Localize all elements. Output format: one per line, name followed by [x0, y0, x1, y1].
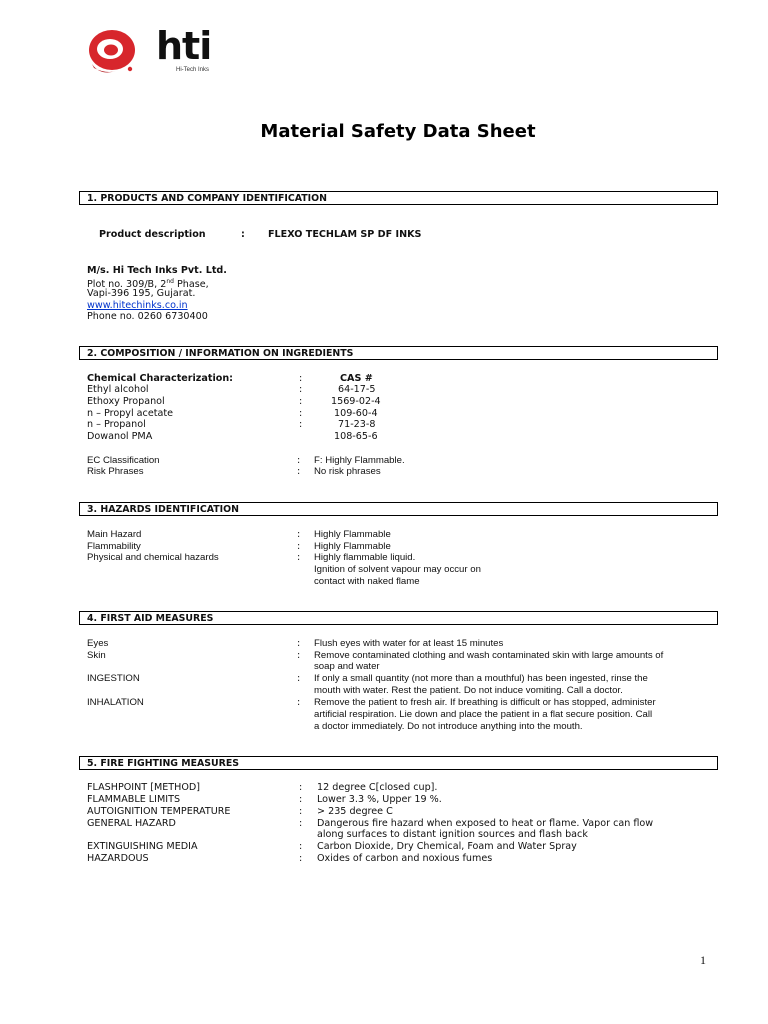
section-4-heading: 4. FIRST AID MEASURES — [79, 611, 718, 625]
website-link[interactable]: www.hitechinks.co.in — [87, 300, 188, 311]
colon: : — [299, 853, 303, 864]
ingredient-cas: 71-23-8 — [338, 419, 376, 430]
colon: : — [299, 384, 303, 395]
colon: : — [297, 541, 301, 552]
ec-classification-value: F: Highly Flammable. — [314, 455, 405, 466]
ingredient-cas: 1569-02-4 — [331, 396, 381, 407]
fire-value: Carbon Dioxide, Dry Chemical, Foam and Water Spray — [317, 841, 577, 852]
phone-number: Phone no. 0260 6730400 — [87, 311, 208, 322]
physical-hazards-value: contact with naked flame — [314, 576, 420, 587]
risk-phrases-label: Risk Phrases — [87, 466, 144, 477]
fire-label: FLASHPOINT [METHOD] — [87, 782, 201, 793]
fire-value: 12 degree C[closed cup]. — [317, 782, 438, 793]
address-line-2: Vapi-396 195, Gujarat. — [87, 288, 196, 299]
ingestion-value: mouth with water. Rest the patient. Do not induce vomiting. Call a doctor. — [314, 685, 623, 696]
physical-hazards-label: Physical and chemical hazards — [87, 552, 219, 563]
section-2-heading: 2. COMPOSITION / INFORMATION ON INGREDIENTS — [79, 346, 718, 360]
colon: : — [297, 552, 301, 563]
logo-wordmark: hti — [156, 24, 212, 68]
colon: : — [299, 373, 303, 384]
fire-value: along surfaces to distant ignition sources and flash back — [317, 829, 588, 840]
physical-hazards-value: Ignition of solvent vapour may occur on — [314, 564, 481, 575]
colon: : — [299, 818, 303, 829]
fire-value: Lower 3.3 %, Upper 19 %. — [317, 794, 442, 805]
ingredient-cas: 64-17-5 — [338, 384, 376, 395]
fire-label: AUTOIGNITION TEMPERATURE — [87, 806, 231, 817]
fire-value: Oxides of carbon and noxious fumes — [317, 853, 493, 864]
main-hazard-value: Highly Flammable — [314, 529, 391, 540]
fire-label: EXTINGUISHING MEDIA — [87, 841, 198, 852]
risk-phrases-value: No risk phrases — [314, 466, 381, 477]
section-3-heading: 3. HAZARDS IDENTIFICATION — [79, 502, 718, 516]
ingredient-name: n – Propyl acetate — [87, 408, 174, 419]
colon: : — [297, 673, 301, 684]
colon: : — [297, 638, 301, 649]
product-description-label: Product description — [99, 229, 206, 240]
ingestion-label: INGESTION — [87, 673, 140, 684]
skin-label: Skin — [87, 650, 106, 661]
colon: : — [297, 529, 301, 540]
skin-value: Remove contaminated clothing and wash contaminated skin with large amounts of — [314, 650, 664, 661]
colon: : — [299, 419, 303, 430]
colon: : — [297, 650, 301, 661]
ingredient-name: n – Propanol — [87, 419, 146, 430]
colon: : — [299, 806, 303, 817]
chemical-characterization-label: Chemical Characterization: — [87, 373, 233, 384]
skin-value: soap and water — [314, 661, 380, 672]
ingredient-name: Ethoxy Propanol — [87, 396, 165, 407]
colon: : — [299, 794, 303, 805]
eyes-label: Eyes — [87, 638, 109, 649]
product-colon: : — [241, 229, 245, 240]
inhalation-value: a doctor immediately. Do not introduce anything into the mouth. — [314, 721, 583, 732]
ingestion-value: If only a small quantity (not more than a mouthful) has been ingested, rinse the — [314, 673, 648, 684]
fire-label: GENERAL HAZARD — [87, 818, 176, 829]
colon: : — [299, 408, 303, 419]
fire-value: > 235 degree C — [317, 806, 393, 817]
colon: : — [297, 697, 301, 708]
colon: : — [297, 455, 301, 466]
ingredient-cas: 109-60-4 — [334, 408, 378, 419]
company-name: M/s. Hi Tech Inks Pvt. Ltd. — [87, 265, 227, 276]
inhalation-label: INHALATION — [87, 697, 144, 708]
ingredient-name: Dowanol PMA — [87, 431, 153, 442]
section-5-heading: 5. FIRE FIGHTING MEASURES — [79, 756, 718, 770]
colon: : — [299, 841, 303, 852]
cas-header: CAS # — [340, 373, 373, 384]
page-number: 1 — [700, 953, 706, 967]
fire-value: Dangerous fire hazard when exposed to heat or flame. Vapor can flow — [317, 818, 654, 829]
ingredient-cas: 108-65-6 — [334, 431, 378, 442]
inhalation-value: artificial respiration. Lie down and place the patient in a flat secure position. Call — [314, 709, 653, 720]
document-title: Material Safety Data Sheet — [260, 121, 536, 142]
ec-classification-label: EC Classification — [87, 455, 160, 466]
colon: : — [299, 782, 303, 793]
section-1-heading: 1. PRODUCTS AND COMPANY IDENTIFICATION — [79, 191, 718, 205]
colon: : — [299, 396, 303, 407]
colon: : — [297, 466, 301, 477]
ingredient-name: Ethyl alcohol — [87, 384, 149, 395]
fire-label: FLAMMABLE LIMITS — [87, 794, 181, 805]
eyes-value: Flush eyes with water for at least 15 minutes — [314, 638, 504, 649]
inhalation-value: Remove the patient to fresh air. If breathing is difficult or has stopped, administer — [314, 697, 656, 708]
flammability-label: Flammability — [87, 541, 141, 552]
flammability-value: Highly Flammable — [314, 541, 391, 552]
address-line-1: Plot no. 309/B, 2nd Phase, — [87, 278, 209, 291]
fire-label: HAZARDOUS — [87, 853, 149, 864]
physical-hazards-value: Highly flammable liquid. — [314, 552, 416, 563]
product-description-value: FLEXO TECHLAM SP DF INKS — [268, 229, 422, 240]
main-hazard-label: Main Hazard — [87, 529, 142, 540]
logo-subtitle: Hi-Tech Inks — [176, 67, 210, 73]
